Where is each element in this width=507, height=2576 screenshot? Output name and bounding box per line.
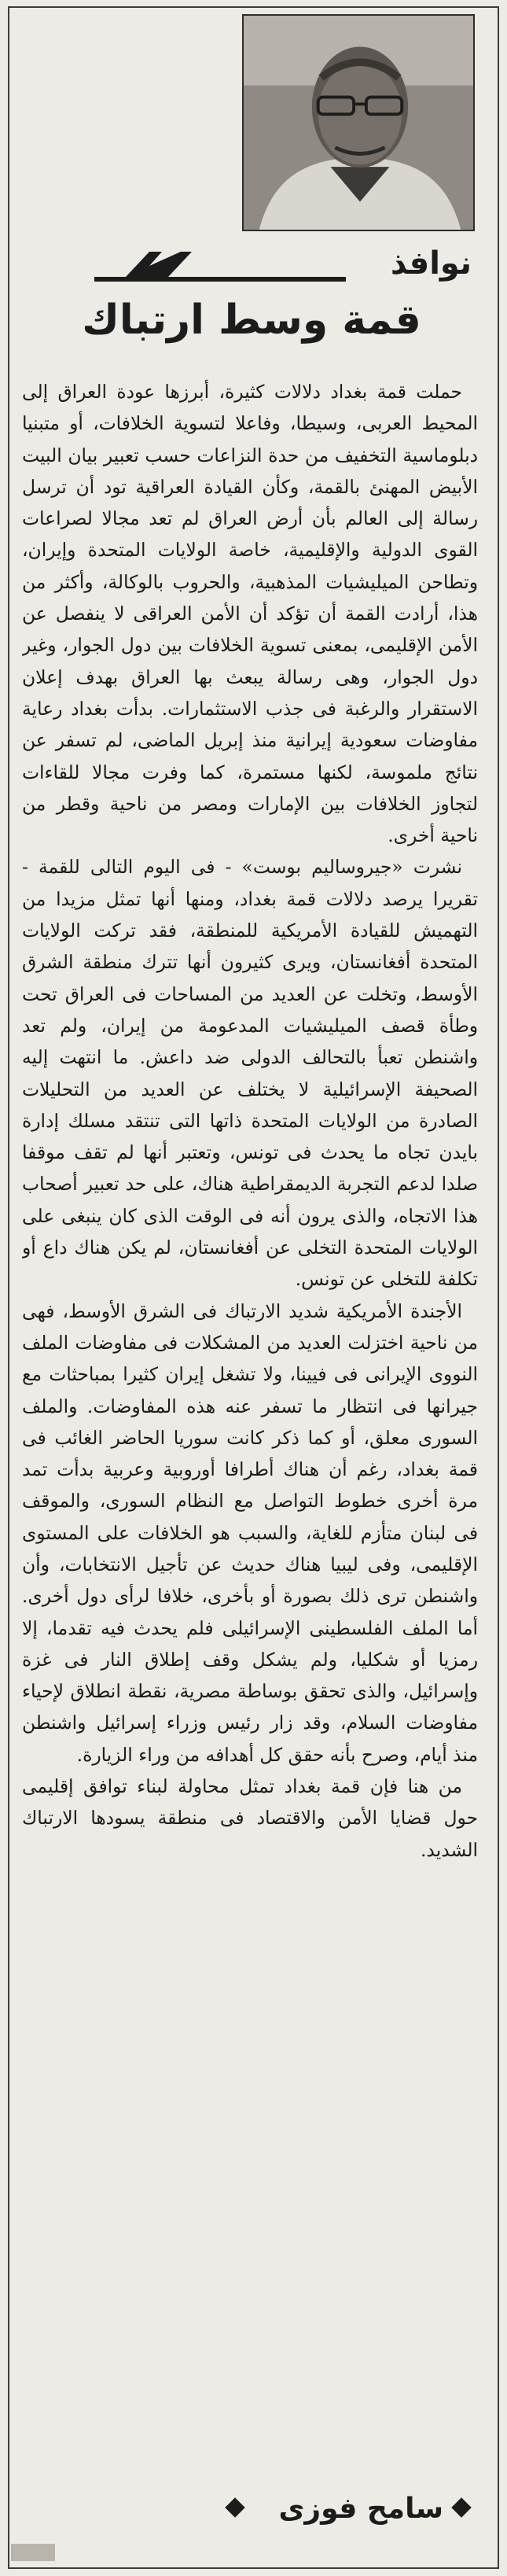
column-logo bbox=[94, 244, 472, 291]
article-paragraph: نشرت «جيروساليم بوست» - فى اليوم التالى للقمة - تقريرا يرصد دلالات قمة بغداد، ومنها أنها تمثل مزيدا من التهميش للقيادة الأمريكية للمنطقة، فقد تركت الولايات المتحدة أفغانستان، ويرى كثيرون أنها تترك منطقة الشرق الأوسط، وتخلت عن العديد من المساحات فى العراق تحت وطأة قصف الميليشيات المدعومة من إيران، ولم تعد واشنطن تعبأ بالتحالف الدولى ضد داعش. ما انتهت إليه الصحيفة الإسرائيلية لا يختلف عن العديد من التحليلات الصادرة من الولايات المتحدة ذاتها التى تنتقد مسلك إدارة بايدن تجاه ما يحدث فى تونس، وتعتبر أنها لم تقف موقفا صلدا لدعم التجربة الديمقراطية هناك، على حد تعبير أصحاب هذا الاتجاه، والذى يرون أنه فى الوقت الذى كان ينبغى على الولايات المتحدة التخلى عن أفغانستان، لم يكن هناك داع أو تكلفة للتخلى عن تونس. bbox=[22, 856, 478, 1291]
article-paragraph: من هنا فإن قمة بغداد تمثل محاولة لبناء توافق إقليمى حول قضايا الأمن والاقتصاد فى منطقة يسودها الارتباك الشديد. bbox=[22, 1775, 478, 1861]
article-paragraph: الأجندة الأمريكية شديد الارتباك فى الشرق الأوسط، فهى من ناحية اختزلت العديد من المشكلات فى مفاوضات الملف النووى الإيرانى فى فيينا، ولا تشغل إيران كثيرا بمباحثات مع جيرانها فى انتظار ما تسفر عنه هذه المفاوضات. والملف السورى معلق، أو كما ذكر كانت سوريا الحاضر الغائب فى قمة بغداد، رغم أن هناك أطرافا أوروبية وعربية بدأت تمد مرة أخرى خطوط التواصل مع النظام السورى، والموقف فى لبنان متأزم للغاية، والسبب هو الخلافات على المستوى الإقليمى، وفى ليبيا هناك حديث عن تأجيل الانتخابات، وأن واشنطن ترى ذلك بصورة أو بأخرى، خلافا لرأى دول أخرى. أما الملف الفلسطينى الإسرائيلى فلم يحدث فيه تقدما، إلا رمزيا أو شكليا، ولم يشكل وقف إطلاق النار فى غزة وإسرائيل، والذى تحقق بوساطة مصرية، نقطة انطلاق لإحياء مفاوضات السلام، وقد زار رئيس وزراء إسرائيل واشنطن منذ أيام، وصرح بأنه حقق كل أهدافه من وراء الزيارة. bbox=[22, 1299, 478, 1766]
diamond-icon bbox=[451, 2497, 471, 2517]
headline: قمة وسط ارتباك bbox=[82, 297, 421, 344]
article-body bbox=[22, 376, 478, 2464]
diamond-icon bbox=[225, 2497, 244, 2517]
byline bbox=[24, 2489, 472, 2532]
author-name: سامح فوزى bbox=[278, 2493, 443, 2525]
article-paragraph: حملت قمة بغداد دلالات كثيرة، أبرزها عودة العراق إلى المحيط العربى، وسيطا، وفاعلا لتسوية الخلافات، أو متبنيا دبلوماسية التخفيف من حدة النزاعات حسب تعبير بيان البيت الأبيض المهنئ بالقمة، وكأن القيادة العراقية تود أن ترسل رسالة إلى العالم بأن أرض العراق لم تعد مجالا لصراعات القوى الدولية والإقليمية، خاصة الولايات المتحدة وإيران، وتطاحن الميليشيات المذهبية، والحروب بالوكالة، وأكثر من هذا، أرادت القمة أن تؤكد أن الأمن العراقى لا ينفصل عن الأمن الإقليمى، بمعنى تسوية الخلافات بين دول الجوار، وغير دول الجوار، وهى رسالة يبعث بها العراق بهدف إعلان الاستقرار والرغبة فى جذب الاستثمارات. بدأت بغداد رعاية مفاوضات سعودية إيرانية منذ إبريل الماضى، لم تسفر عن نتائج ملموسة، لكنها مستمرة، كما وفرت مجالا للقاءات لتجاوز الخلافات بين الإمارات ومصر من ناحية وقطر من ناحية أخرى. bbox=[22, 381, 478, 847]
scan-mark bbox=[11, 2544, 55, 2561]
column-name: نوافذ bbox=[390, 245, 472, 282]
author-photo bbox=[242, 14, 475, 231]
column-logo-swoosh-icon bbox=[94, 247, 377, 286]
author-portrait-illustration bbox=[244, 16, 473, 230]
